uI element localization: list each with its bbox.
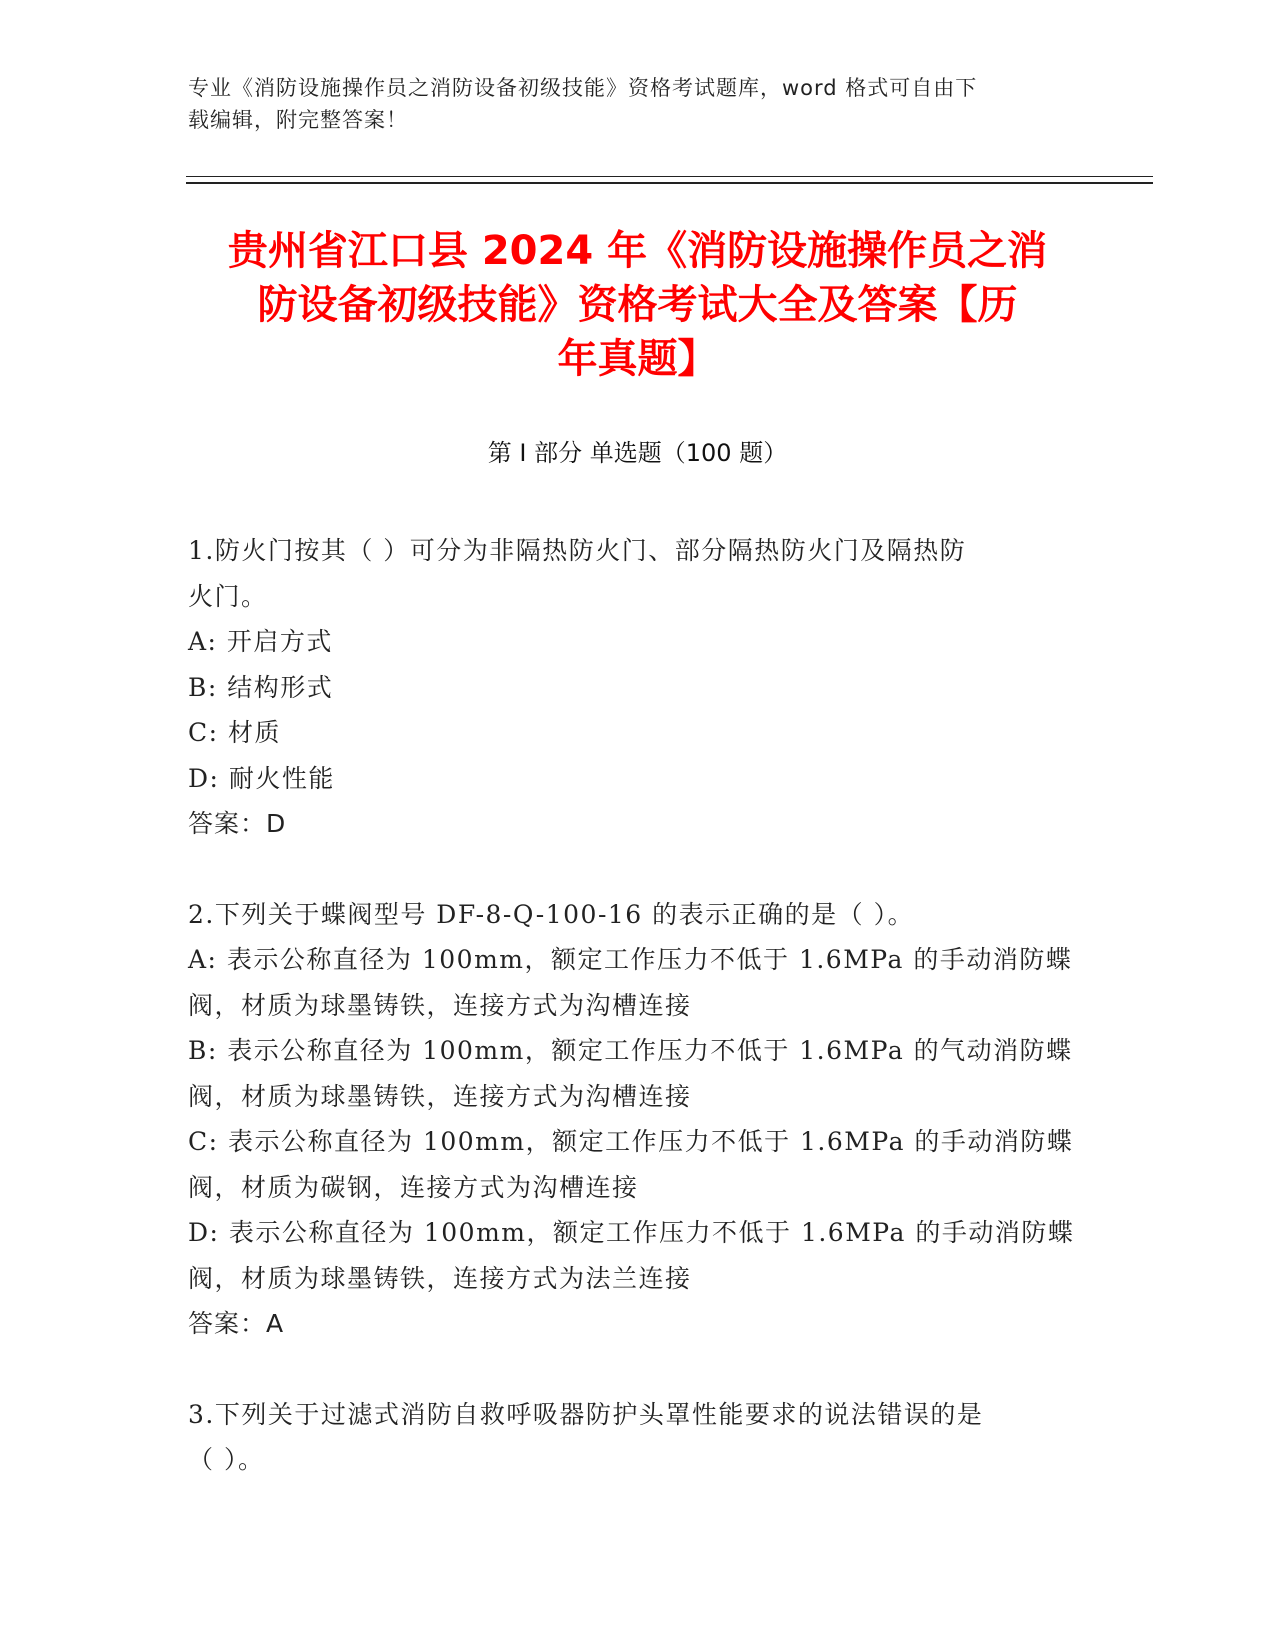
option-a-continued: 阀，材质为球墨铸铁，连接方式为沟槽连接 <box>188 990 692 1020</box>
header-divider-thick <box>186 182 1153 184</box>
question-stem: 1.防火门按其（ ）可分为非隔热防火门、部分隔热防火门及隔热防 <box>188 536 967 565</box>
header-note-line-1: 专业《消防设施操作员之消防设备初级技能》资格考试题库，word 格式可自由下 <box>188 76 978 100</box>
question-3 <box>188 1392 1088 1483</box>
option-c-continued: 阀，材质为碳钢，连接方式为沟槽连接 <box>188 1172 639 1202</box>
section-heading: 第 I 部分 单选题（100 题） <box>487 439 788 467</box>
header-divider-thin <box>186 176 1153 177</box>
question-list <box>188 528 1088 1528</box>
option-a: A: 表示公称直径为 100mm，额定工作压力不低于 1.6MPa 的手动消防蝶 <box>188 945 1073 974</box>
title-line-1: 贵州省江口县 2024 年《消防设施操作员之消 <box>227 228 1048 274</box>
option-d: D: 耐火性能 <box>188 763 335 793</box>
option-c: C: 材质 <box>188 718 281 747</box>
option-a: A: 开启方式 <box>188 627 333 656</box>
option-b: B: 表示公称直径为 100mm，额定工作压力不低于 1.6MPa 的气动消防蝶 <box>188 1036 1073 1065</box>
question-stem-continued: （ ）。 <box>188 1445 265 1474</box>
option-b: B: 结构形式 <box>188 672 334 702</box>
document-header-note <box>188 72 1068 136</box>
option-d-continued: 阀，材质为球墨铸铁，连接方式为法兰连接 <box>188 1263 692 1293</box>
option-b-continued: 阀，材质为球墨铸铁，连接方式为沟槽连接 <box>188 1081 692 1111</box>
question-2 <box>188 892 1088 1347</box>
answer-key: 答案：D <box>188 809 287 838</box>
title-line-3: 年真题】 <box>557 336 718 382</box>
question-stem: 2.下列关于蝶阀型号 DF-8-Q-100-16 的表示正确的是（ ）。 <box>188 899 915 929</box>
option-d: D: 表示公称直径为 100mm，额定工作压力不低于 1.6MPa 的手动消防蝶 <box>188 1218 1075 1247</box>
answer-key: 答案：A <box>188 1309 285 1338</box>
title-line-2: 防设备初级技能》资格考试大全及答案【历 <box>257 282 1018 328</box>
document-title <box>180 224 1095 386</box>
question-1 <box>188 528 1088 847</box>
question-stem: 3.下列关于过滤式消防自救呼吸器防护头罩性能要求的说法错误的是 <box>188 1399 984 1429</box>
header-note-line-2: 载编辑，附完整答案！ <box>188 108 408 132</box>
option-c: C: 表示公称直径为 100mm，额定工作压力不低于 1.6MPa 的手动消防蝶 <box>188 1127 1074 1156</box>
question-stem-continued: 火门。 <box>188 581 268 611</box>
